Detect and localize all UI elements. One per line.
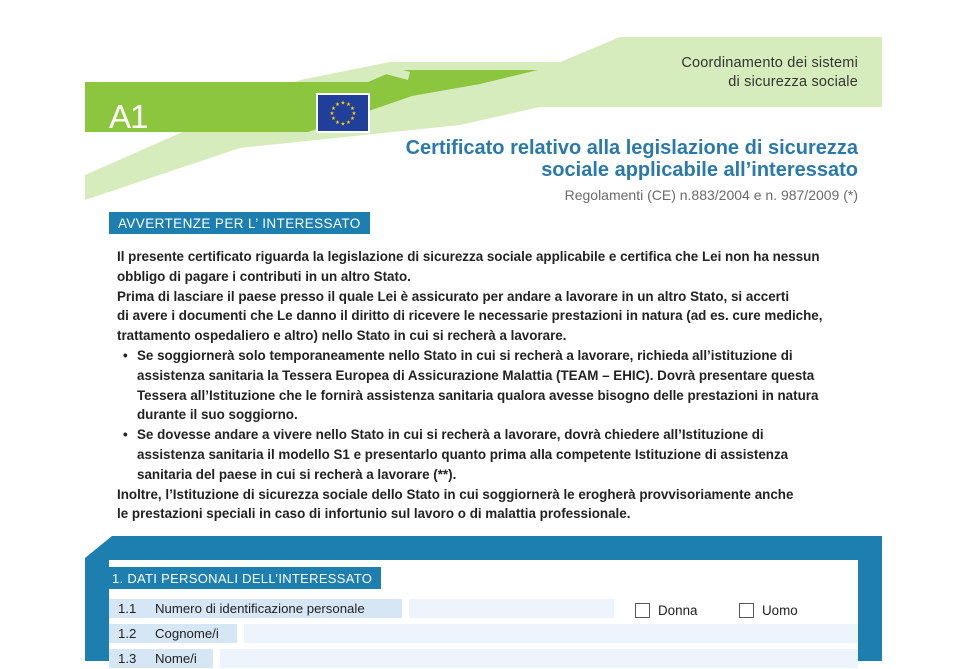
field-1-1-number: 1.1: [118, 601, 137, 616]
female-checkbox[interactable]: [635, 603, 650, 618]
regulations-reference: Regolamenti (CE) n.883/2004 e n. 987/2009 (*): [564, 187, 858, 203]
svg-text:★: ★: [346, 120, 351, 126]
certificate-title: [406, 137, 858, 181]
field-1-2-number: 1.2: [118, 626, 137, 641]
notice-line: Il presente certificato riguarda la legislazione di sicurezza sociale applicabile e certifica che Lei non ha nessun: [117, 249, 820, 264]
eu-flag-icon: [318, 95, 368, 131]
notice-line: le prestazioni speciali in caso di infortunio sul lavoro o di malattia professionale.: [117, 506, 631, 522]
svg-text:★: ★: [350, 106, 355, 112]
notice-line: assistenza sanitaria il modello S1 e presentarlo quanto prima alla competente Istituzione di assistenza: [137, 446, 789, 462]
personal-id-input[interactable]: [409, 599, 614, 618]
field-1-1-label: Numero di identificazione personale: [155, 601, 365, 616]
svg-text:★: ★: [340, 121, 346, 128]
surname-input[interactable]: [244, 624, 858, 643]
male-label: Uomo: [762, 603, 798, 618]
female-label: Donna: [658, 603, 698, 618]
svg-text:★: ★: [331, 106, 336, 112]
svg-text:★: ★: [346, 102, 351, 108]
coordination-line-1: Coordinamento dei sistemi: [681, 55, 858, 71]
notice-bullet-1: [117, 346, 857, 425]
notice-line: Se soggiornerà solo temporaneamente nello Stato in cui si recherà a lavorare, richieda all’istituzione di: [137, 347, 793, 363]
svg-text:★: ★: [329, 111, 335, 117]
certificate-title-line-1: Certificato relativo alla legislazione di sicurezza: [405, 137, 858, 159]
field-1-3-label: Nome/i: [155, 651, 197, 666]
svg-text:★: ★: [335, 102, 340, 108]
bullet-icon: •: [123, 427, 128, 443]
first-name-input[interactable]: [220, 649, 858, 668]
notice-line: durante il suo soggiorno.: [137, 407, 298, 423]
coordination-title: [681, 54, 858, 92]
notice-line: assistenza sanitaria la Tessera Europea di Assicurazione Malattia (TEAM – EHIC). Dovrà presentare questa: [137, 367, 815, 383]
notice-line: Prima di lasciare il paese presso il quale Lei è assicurato per andare a lavorare in un altro Stato, si accerti: [117, 288, 790, 304]
svg-text:★: ★: [350, 116, 355, 122]
notice-line: di avere i documenti che Le danno il diritto di ricevere le necessarie prestazioni in natura (ad es. cure mediche,: [117, 308, 823, 324]
certificate-title-line-2: sociale applicabile all’interessato: [541, 159, 858, 181]
notice-bullet-2: [117, 425, 857, 484]
bullet-icon: •: [123, 347, 128, 363]
field-1-2-label: Cognome/i: [155, 626, 219, 641]
notice-heading: AVVERTENZE PER L’ INTERESSATO: [109, 212, 370, 234]
notice-paragraph-3: [117, 485, 857, 525]
notice-line: obbligo di pagare i contributi in un altro Stato.: [117, 268, 411, 284]
notice-paragraph-1: [117, 247, 857, 287]
svg-text:★: ★: [331, 116, 336, 122]
notice-line: Tessera all’Istituzione che le fornirà assistenza sanitaria qualora avesse bisogno delle prestazioni in natura: [137, 387, 819, 403]
notice-line: Se dovesse andare a vivere nello Stato in cui si recherà a lavorare, dovrà chiedere all’Istituzione di: [137, 427, 764, 443]
male-checkbox[interactable]: [739, 603, 754, 618]
coordination-line-2: di sicurezza sociale: [728, 74, 858, 90]
svg-text:★: ★: [340, 100, 346, 107]
svg-text:★: ★: [335, 120, 340, 126]
notice-line: trattamento ospedaliero e altro) nello Stato in cui si recherà a lavorare.: [117, 328, 567, 344]
notice-paragraph-2: [117, 287, 857, 346]
notice-line: Inoltre, l’Istituzione di sicurezza sociale dello Stato in cui soggiornerà le erogherà provvisoriamente anche: [117, 486, 794, 502]
svg-text:★: ★: [351, 111, 357, 117]
notice-line: sanitaria del paese in cui si recherà a lavorare (**).: [137, 466, 457, 482]
form-frame-right-stripe: [862, 560, 882, 661]
notice-text: [117, 247, 857, 524]
field-1-3-number: 1.3: [118, 651, 137, 666]
personal-data-heading: 1. DATI PERSONALI DELL’INTERESSATO: [109, 567, 381, 589]
form-code: A1: [109, 98, 148, 135]
